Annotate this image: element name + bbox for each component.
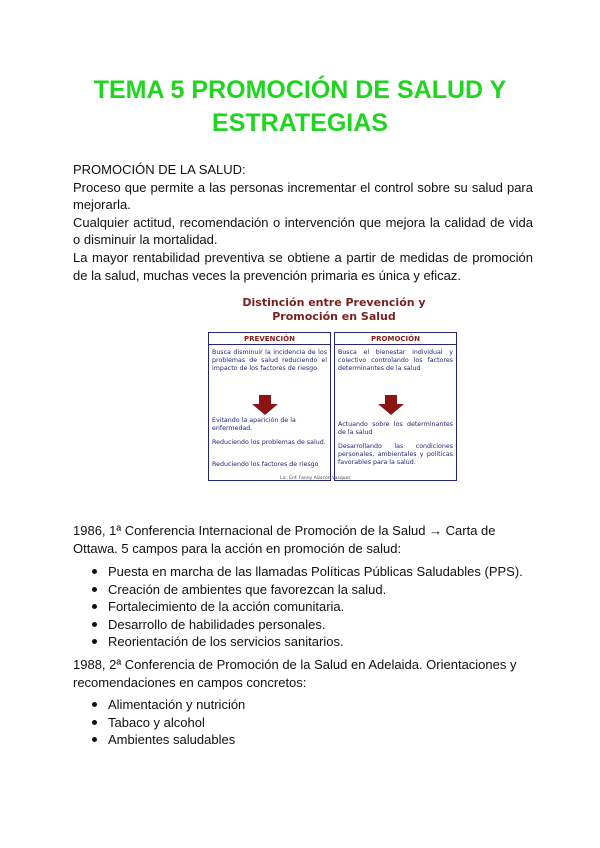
list-item: Alimentación y nutrición [92, 696, 245, 714]
prevencion-text-2: Evitando la aparición de la enfermedad. [212, 417, 296, 432]
list-item: Desarrollo de habilidades personales. [92, 616, 523, 634]
promocion-header: PROMOCIÓN [335, 333, 456, 345]
figure-title-line-2: Promoción en Salud [272, 310, 396, 323]
section-1-list [92, 563, 523, 651]
down-arrow-icon [252, 395, 278, 415]
comparison-figure [208, 296, 460, 488]
section-2-text: 1988, 2ª Conferencia de Promoción de la Salud en Adelaida. Orientaciones y recomendaciones en campos concretos: [73, 657, 517, 690]
prevencion-text-4: Reduciendo los factores de riesgo [212, 461, 319, 468]
section-1-text: 1986, 1ª Conferencia Internacional de Promoción de la Salud → Carta de Ottawa. 5 campos para la acción en promoción de salud: [73, 523, 496, 556]
figure-title-line-1: Distinción entre Prevención y [242, 296, 426, 309]
promocion-text-1: Busca el bienestar individual y colectivo controlando los factores determinantes de la salud [338, 349, 453, 372]
intro-heading: PROMOCIÓN DE LA SALUD: [73, 162, 246, 177]
list-item: Fortalecimiento de la acción comunitaria. [92, 598, 523, 616]
intro-section [73, 161, 533, 284]
list-item: Reorientación de los servicios sanitarios. [92, 633, 523, 651]
intro-paragraph-3: La mayor rentabilidad preventiva se obtiene a partir de medidas de promoción de la salud, muchas veces la prevención primaria es única y eficaz. [73, 249, 533, 283]
list-item: Creación de ambientes que favorezcan la salud. [92, 581, 523, 599]
section-2-list [92, 696, 245, 749]
list-item: Tabaco y alcohol [92, 714, 245, 732]
figure-credit: Lic. Enf. Fanny Alarcón Vasquez [280, 476, 351, 481]
list-item: Ambientes saludables [92, 731, 245, 749]
figure-title [208, 296, 460, 324]
prevencion-box [208, 332, 331, 481]
intro-paragraph-2: Cualquier actitud, recomendación o intervención que mejora la calidad de vida o disminuir la mortalidad. [73, 214, 533, 248]
page-title: TEMA 5 PROMOCIÓN DE SALUD Y ESTRATEGIAS [93, 76, 507, 137]
prevencion-text-1: Busca disminuir la incidencia de los problemas de salud reduciendo el impacto de los factores de riesgo [212, 349, 327, 372]
list-item: Puesta en marcha de las llamadas Políticas Públicas Saludables (PPS). [92, 563, 523, 581]
promocion-box [334, 332, 457, 481]
prevencion-text-3: Reduciendo los problemas de salud. [212, 439, 326, 446]
promocion-text-2: Actuando sobre los determinantes de la salud [338, 421, 453, 436]
prevencion-header: PREVENCIÓN [209, 333, 330, 345]
intro-paragraph-1: Proceso que permite a las personas incrementar el control sobre su salud para mejorarla. [73, 179, 533, 213]
down-arrow-icon [378, 395, 404, 415]
promocion-text-3: Desarrollando las condiciones personales, ambientales y políticas favorables para la salud. [338, 443, 453, 466]
